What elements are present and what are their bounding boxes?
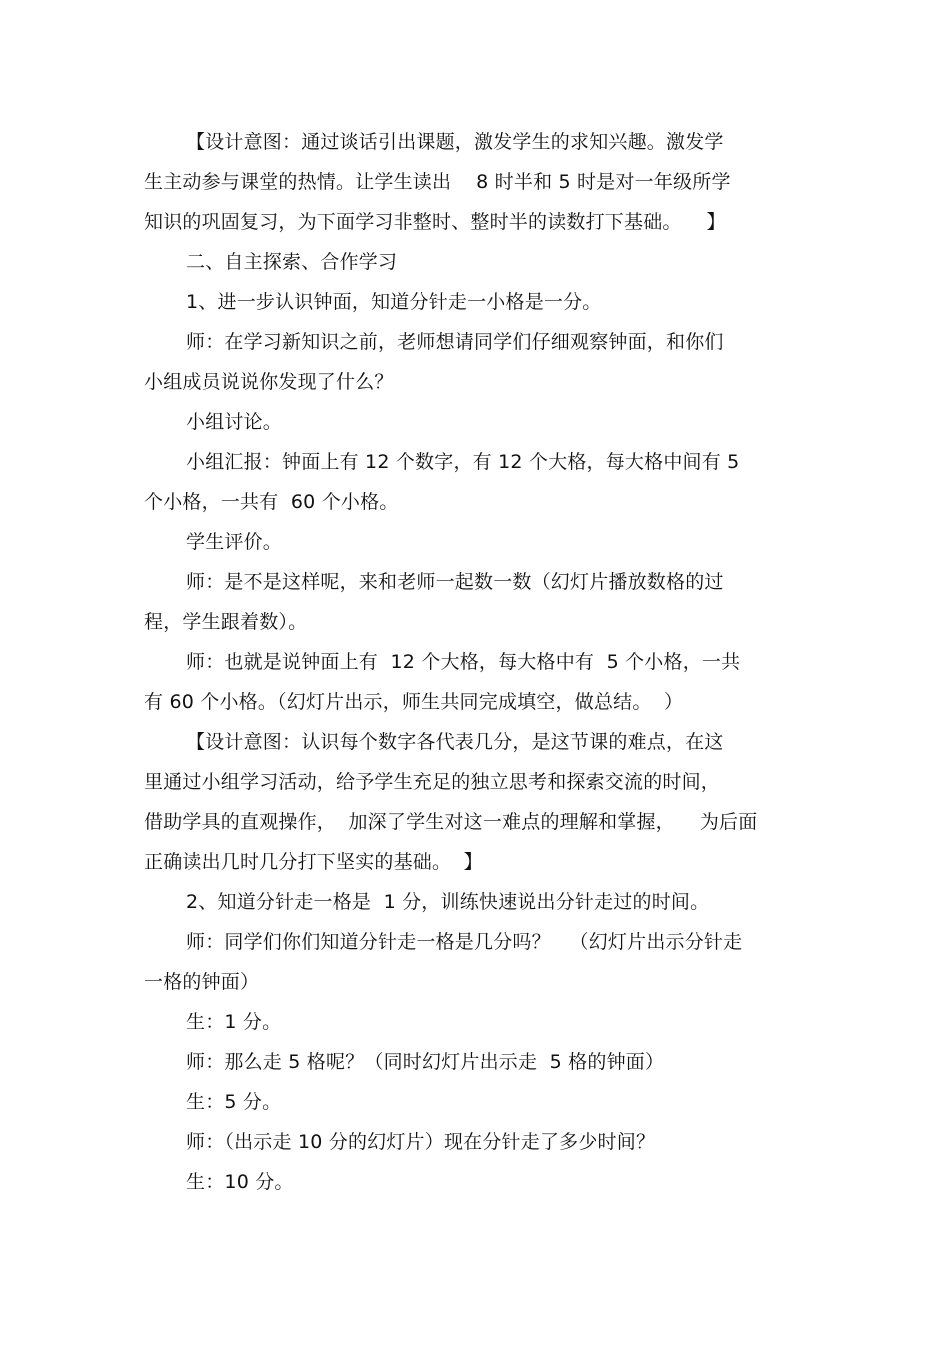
paragraph-line: 师：也就是说钟面上有 12 个大格，每大格中有 5 个小格，一共: [186, 651, 741, 673]
paragraph-line: 小组成员说说你发现了什么？: [144, 371, 394, 393]
paragraph-line: 知识的巩固复习，为下面学习非整时、整时半的读数打下基础。 】: [144, 211, 726, 233]
paragraph-line: 师：（出示走 10 分的幻灯片）现在分针走了多少时间？: [186, 1131, 656, 1153]
paragraph-line: 里通过小组学习活动，给予学生充足的独立思考和探索交流的时间，: [144, 771, 721, 793]
subsection-heading: 1、进一步认识钟面，知道分针走一小格是一分。: [186, 291, 602, 313]
paragraph-line: 个小格，一共有 60 个小格。: [144, 491, 399, 513]
paragraph-line: 师：同学们你们知道分针走一格是几分吗？ （幻灯片出示分针走: [186, 931, 743, 953]
paragraph-line: 学生评价。: [186, 531, 283, 553]
paragraph-line: 生：5 分。: [186, 1091, 282, 1113]
paragraph-line: 小组汇报：钟面上有 12 个数字，有 12 个大格，每大格中间有 5: [186, 451, 740, 473]
paragraph-line: 生主动参与课堂的热情。让学生读出 8 时半和 5 时是对一年级所学: [144, 171, 731, 193]
paragraph-line: 【设计意图：认识每个数字各代表几分，是这节课的难点，在这: [186, 731, 724, 753]
section-heading: 二、自主探索、合作学习: [186, 251, 398, 273]
paragraph-line: 小组讨论。: [186, 411, 283, 433]
paragraph-line: 正确读出几时几分打下坚实的基础。 】: [144, 851, 483, 873]
paragraph-line: 生：10 分。: [186, 1171, 294, 1193]
paragraph-line: 一格的钟面）: [144, 971, 260, 993]
paragraph-line: 有 60 个小格。（幻灯片出示，师生共同完成填空，做总结。 ）: [144, 691, 684, 713]
subsection-heading: 2、知道分针走一格是 1 分，训练快速说出分针走过的时间。: [186, 891, 710, 913]
paragraph-line: 师：在学习新知识之前，老师想请同学们仔细观察钟面，和你们: [186, 331, 724, 353]
paragraph-line: 借助学具的直观操作， 加深了学生对这一难点的理解和掌握， 为后面: [144, 811, 758, 833]
paragraph-line: 生：1 分。: [186, 1011, 282, 1033]
paragraph-line: 师：那么走 5 格呢？（同时幻灯片出示走 5 格的钟面）: [186, 1051, 665, 1073]
paragraph-line: 【设计意图：通过谈话引出课题，激发学生的求知兴趣。激发学: [186, 131, 724, 153]
paragraph-line: 师：是不是这样呢，来和老师一起数一数（幻灯片播放数格的过: [186, 571, 724, 593]
paragraph-line: 程，学生跟着数）。: [144, 611, 308, 633]
